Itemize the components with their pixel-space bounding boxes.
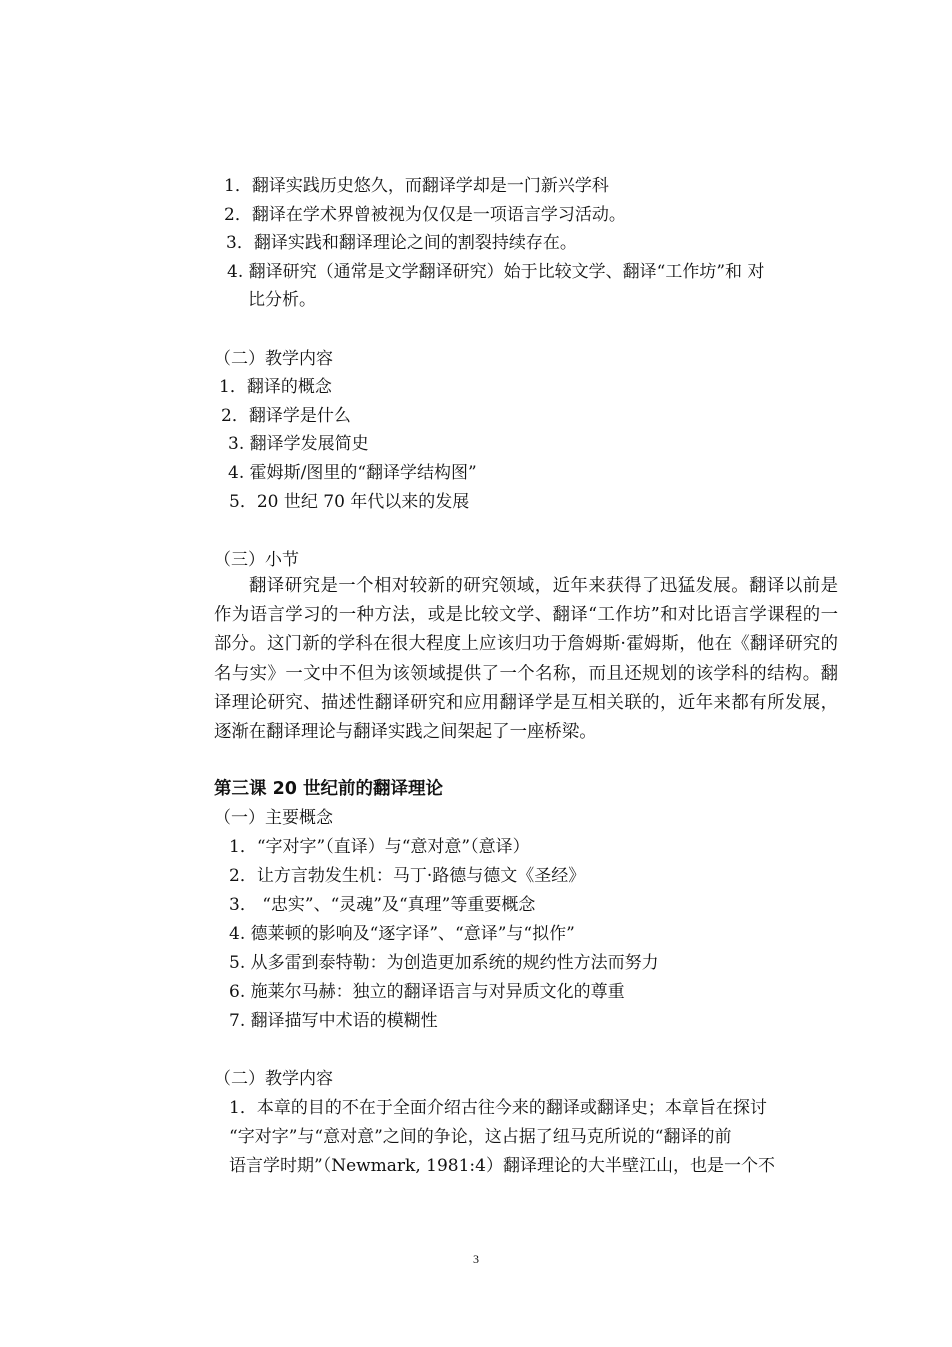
- section-title: （三）小节: [214, 550, 299, 570]
- list-item: 3． “忠实”、“灵魂”及“真理”等重要概念: [229, 895, 536, 915]
- list-item: 4. 霍姆斯/图里的“翻译学结构图”: [228, 463, 477, 483]
- content-line: “字对字”与“意对意”之间的争论，这占据了纽马克所说的“翻译的前: [229, 1127, 732, 1147]
- content-line: 1．本章的目的不在于全面介绍古往今来的翻译或翻译史；本章旨在探讨: [229, 1098, 767, 1118]
- list-item-continuation: 比分析。: [248, 290, 316, 310]
- page-number: 3: [473, 1252, 479, 1266]
- lesson-heading: 第三课 20 世纪前的翻译理论: [214, 779, 444, 799]
- list-item: 4. 翻译研究（通常是文学翻译研究）始于比较文学、翻译“工作坊”和 对: [227, 262, 765, 282]
- list-item: 2．让方言勃发生机：马丁·路德与德文《圣经》: [229, 866, 586, 886]
- section-title: （二）教学内容: [214, 349, 333, 369]
- list-item: 1．翻译实践历史悠久，而翻译学却是一门新兴学科: [224, 176, 609, 196]
- section-title: （二）教学内容: [214, 1069, 333, 1089]
- list-item: 2．翻译在学术界曾被视为仅仅是一项语言学习活动。: [224, 205, 626, 225]
- list-item: 1．“字对字”（直译）与“意对意”（意译）: [229, 837, 530, 857]
- list-item: 6. 施莱尔马赫：独立的翻译语言与对异质文化的尊重: [229, 982, 625, 1002]
- list-item: 3．翻译实践和翻译理论之间的割裂持续存在。: [226, 233, 577, 253]
- list-item: 2．翻译学是什么: [221, 406, 351, 426]
- summary-paragraph: 翻译研究是一个相对较新的研究领域，近年来获得了迅猛发展。翻译以前是作为语言学习的一种方法，或是比较文学、翻译“工作坊”和对比语言学课程的一部分。这门新的学科在很大程度上应该归功于詹姆斯·霍姆斯，他在《翻译研究的名与实》一文中不但为该领域提供了一个名称，而且还规划的该学科的结构。翻译理论研究、描述性翻译研究和应用翻译学是互相关联的，近年来都有所发展，逐渐在翻译理论与翻译实践之间架起了一座桥梁。: [214, 576, 838, 743]
- list-item: 5. 从多雷到泰特勒：为创造更加系统的规约性方法而努力: [229, 953, 659, 973]
- content-line: 语言学时期”（Newmark, 1981:4）翻译理论的大半壁江山，也是一个不: [229, 1156, 775, 1176]
- list-item: 7. 翻译描写中术语的模糊性: [229, 1011, 438, 1031]
- list-item: 1．翻译的概念: [219, 377, 332, 397]
- section-title: （一）主要概念: [214, 808, 333, 828]
- list-item: 5．20 世纪 70 年代以来的发展: [229, 492, 470, 512]
- list-item: 3. 翻译学发展简史: [228, 434, 369, 454]
- list-item: 4. 德莱顿的影响及“逐字译”、“意译”与“拟作”: [229, 924, 575, 944]
